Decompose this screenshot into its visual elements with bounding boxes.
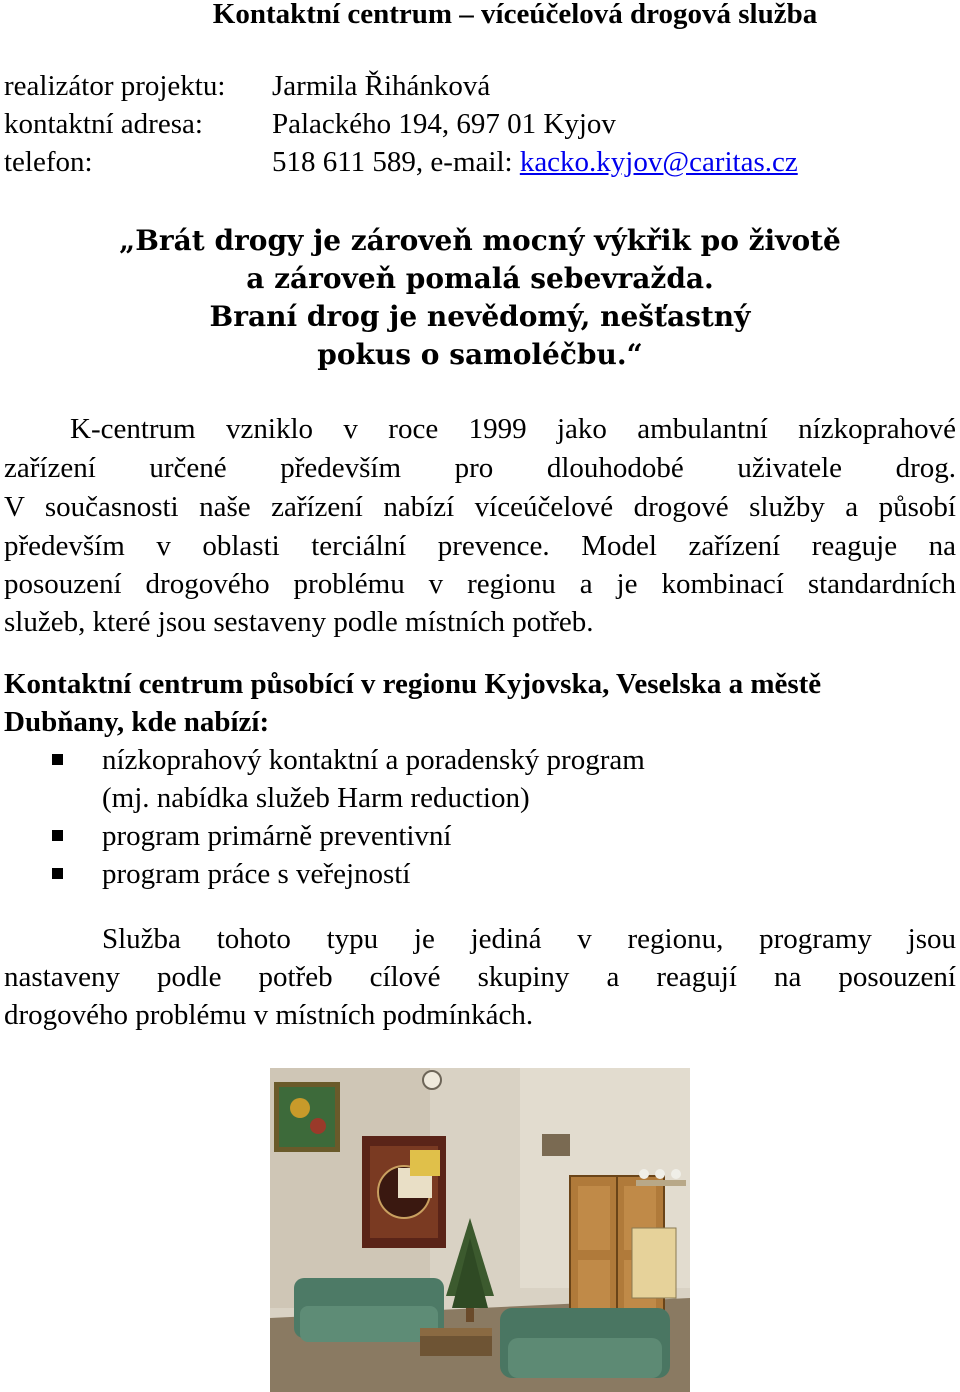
intro-line-5: posouzení drogového problému v regionu a je kombinací standardních [4,568,956,600]
bullet-icon [52,868,63,879]
intro-line-1: K-centrum vzniklo v roce 1999 jako ambulantní nízkoprahové [70,413,956,445]
quote-line-3: Braní drog je nevědomý, nešťastný [209,300,751,333]
intro-line-2: zařízení určené především pro dlouhodobé uživatele drog. [4,452,956,484]
region-heading-2: Dubňany, kde nabízí: [4,706,270,738]
intro-line-6: služeb, které jsou sestaveny podle místních potřeb. [4,606,594,638]
region-heading-1: Kontaktní centrum působící v regionu Kyjovska, Veselska a městě [4,668,822,700]
bullet-icon [52,754,63,765]
quote-line-1: „Brát drogy je zároveň mocný výkřik po životě [119,224,841,257]
intro-line-4: především v oblasti terciální prevence. Model zařízení reaguje na [4,530,956,562]
label-realizator: realizátor projektu: [4,70,226,102]
phone-number: 518 611 589, e-mail: [272,146,520,178]
quote-line-2: a zároveň pomalá sebevražda. [246,262,714,295]
closing-line-3: drogového problému v místních podmínkách. [4,999,534,1031]
bullet-icon [52,830,63,841]
closing-line-1: Služba tohoto typu je jediná v regionu, programy jsou [102,923,956,955]
service-item-3: program práce s veřejností [102,858,411,890]
intro-line-3: V současnosti naše zařízení nabízí víceúčelové drogové služby a působí [4,491,956,523]
closing-line-2: nastaveny podle potřeb cílové skupiny a reagují na posouzení [4,961,956,993]
service-item-1: nízkoprahový kontaktní a poradenský program [102,744,645,776]
room-photo [270,1068,690,1392]
value-adresa: Palackého 194, 697 01 Kyjov [272,108,616,140]
quote-line-4: pokus o samoléčbu.“ [317,338,643,371]
label-telefon: telefon: [4,146,93,178]
label-adresa: kontaktní adresa: [4,108,203,140]
value-realizator: Jarmila Řihánková [272,70,491,102]
page-title: Kontaktní centrum – víceúčelová drogová služba [212,0,818,30]
service-item-2: program primárně preventivní [102,820,452,852]
value-telefon [272,144,798,180]
service-item-1-cont: (mj. nabídka služeb Harm reduction) [102,782,530,814]
email-link[interactable]: kacko.kyjov@caritas.cz [519,146,798,178]
